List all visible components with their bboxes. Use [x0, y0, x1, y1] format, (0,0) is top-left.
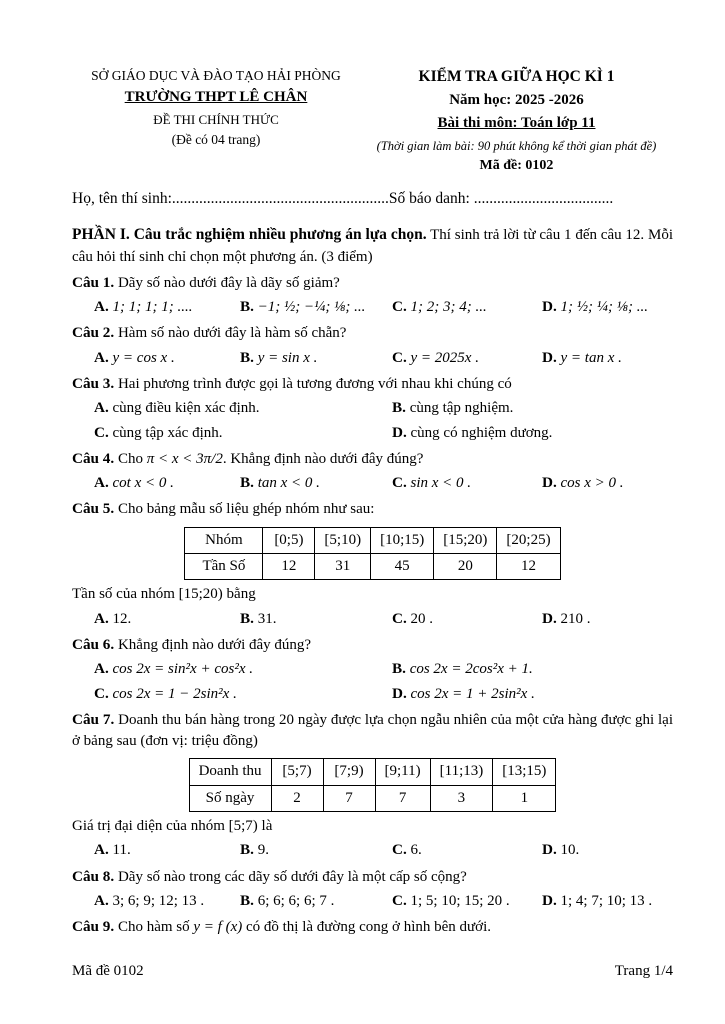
option-a: A. cùng điều kiện xác định. [94, 399, 260, 417]
option-c: C. 6. [392, 841, 422, 859]
table-row [185, 554, 560, 580]
question-8 [72, 866, 673, 913]
student-info-line: Họ, tên thí sinh:........................................................Số báo danh: .................................... [72, 190, 614, 208]
question-body: Khẳng định nào dưới đây đúng? [117, 636, 312, 653]
pages-note: (Đề có 04 trang) [171, 131, 261, 147]
question-body: Cho bảng mẫu số liệu ghép nhóm như sau: [117, 501, 375, 518]
table-cell: Số ngày [189, 785, 271, 811]
question-4 [72, 448, 673, 495]
table-cell: [9;11) [375, 759, 430, 785]
option-b: B. tan x < 0 . [240, 474, 320, 492]
table-row [189, 785, 556, 811]
part1-title: PHẦN I. Câu trắc nghiệm nhiều phương án lựa chọn. [72, 226, 427, 244]
question-label: Câu 5. [72, 500, 115, 518]
table-cell: [5;7) [271, 759, 323, 785]
table-cell: [10;15) [371, 527, 434, 553]
option-d: D. cos 2x = 1 + 2sin²x . [392, 684, 535, 702]
option-b: B. 31. [240, 609, 277, 627]
frequency-table [184, 527, 560, 581]
department-name: SỞ GIÁO DỤC VÀ ĐÀO TẠO HẢI PHÒNG [91, 68, 341, 83]
table-row [185, 527, 560, 553]
option-d: D. 210 . [542, 609, 591, 627]
question-text [72, 709, 673, 753]
question-1 [72, 272, 673, 319]
question-text [72, 322, 673, 344]
part1-heading [72, 224, 673, 268]
table-cell: 12 [263, 554, 315, 580]
option-d: D. 10. [542, 841, 580, 859]
exam-title: KIỂM TRA GIỮA HỌC KÌ 1 [418, 68, 615, 85]
option-a: A. cot x < 0 . [94, 474, 174, 492]
table-cell: [15;20) [434, 527, 497, 553]
options-row [72, 839, 673, 861]
question-text [72, 498, 673, 520]
options-row [72, 890, 673, 912]
table-cell: 2 [271, 785, 323, 811]
question-text [72, 634, 673, 656]
question-body: Dãy số nào dưới đây là dãy số giảm? [117, 274, 340, 291]
option-a: A. 11. [94, 841, 131, 859]
table-cell: 7 [323, 785, 375, 811]
page-footer [72, 961, 673, 982]
question-body: Hàm số nào dưới đây là hàm số chẵn? [117, 325, 347, 342]
option-b: B. y = sin x . [240, 348, 318, 366]
table-cell: Nhóm [185, 527, 263, 553]
question-text [72, 373, 673, 395]
exam-type: ĐỀ THI CHÍNH THỨC [153, 112, 279, 128]
question-text [72, 916, 673, 938]
table-cell: [11;13) [430, 759, 493, 785]
table-cell: [0;5) [263, 527, 315, 553]
question-body: Dãy số nào trong các dãy số dưới đây là một cấp số cộng? [117, 868, 467, 885]
option-c: C. y = 2025x . [392, 348, 479, 366]
option-a: A. cos 2x = sin²x + cos²x . [94, 660, 253, 678]
question-9 [72, 916, 673, 938]
question-body: Hai phương trình được gọi là tương đương với nhau khi chúng có [117, 376, 512, 392]
question-body: Doanh thu bán hàng trong 20 ngày được lựa chọn ngẫu nhiên của một cửa hàng được ghi lại ở bảng sau (đơn vị: triệu đồng) [72, 711, 673, 750]
question-post-text: Giá trị đại diện của nhóm [5;7) là [72, 818, 273, 835]
question-5 [72, 498, 673, 629]
header-left-block [72, 66, 360, 176]
table-cell: 1 [493, 785, 556, 811]
option-b: B. 9. [240, 841, 269, 859]
part1-description: Thí sinh trả lời từ câu 1 đến câu 12. Mỗi câu hỏi thí sinh chỉ chọn một phương án. (3 điểm) [72, 227, 673, 265]
table-cell: Tần Số [185, 554, 263, 580]
option-a: A. 12. [94, 609, 132, 627]
option-d: D. cos x > 0 . [542, 474, 624, 492]
question-7 [72, 709, 673, 862]
option-a: A. 1; 1; 1; 1; .... [94, 298, 193, 316]
table-cell: [20;25) [497, 527, 560, 553]
question-label: Câu 6. [72, 635, 115, 653]
option-c: C. cos 2x = 1 − 2sin²x . [94, 684, 237, 702]
revenue-table [189, 758, 557, 812]
options-row [72, 472, 673, 494]
option-c: C. cùng tập xác định. [94, 423, 223, 441]
question-math: y = f (x) [193, 919, 243, 936]
table-cell: [7;9) [323, 759, 375, 785]
footer-page-number: Trang 1/4 [614, 962, 673, 979]
option-d: D. 1; 4; 7; 10; 13 . [542, 891, 653, 909]
options-grid [72, 658, 673, 705]
exam-code: Mã đề: 0102 [479, 158, 554, 174]
document-header [72, 66, 673, 176]
question-label: Câu 2. [72, 324, 115, 342]
school-year: Năm học: 2025 -2026 [449, 92, 584, 108]
table-cell: 12 [497, 554, 560, 580]
question-body-pre: Cho hàm số [117, 919, 194, 936]
table-row [189, 759, 556, 785]
table-cell: [5;10) [315, 527, 371, 553]
option-c: C. 20 . [392, 609, 434, 627]
question-label: Câu 8. [72, 867, 115, 885]
question-body-post: có đồ thị là đường cong ở hình bên dưới. [242, 919, 492, 936]
option-a: A. y = cos x . [94, 348, 175, 366]
option-c: C. 1; 5; 10; 15; 20 . [392, 891, 510, 909]
option-b: B. 6; 6; 6; 6; 7 . [240, 891, 335, 909]
option-d: D. cùng có nghiệm dương. [392, 423, 553, 441]
option-c: C. 1; 2; 3; 4; ... [392, 298, 487, 316]
option-b: B. −1; ½; −¼; ⅛; ... [240, 298, 366, 316]
option-a: A. 3; 6; 9; 12; 13 . [94, 891, 205, 909]
option-b: B. cos 2x = 2cos²x + 1. [392, 660, 533, 678]
question-label: Câu 3. [72, 375, 115, 392]
question-label: Câu 9. [72, 918, 115, 936]
option-c: C. sin x < 0 . [392, 474, 472, 492]
exam-subject: Bài thi môn: Toán lớp 11 [437, 115, 596, 132]
table-cell: [13;15) [493, 759, 556, 785]
question-text [72, 272, 673, 294]
table-cell: 7 [375, 785, 430, 811]
question-text [72, 866, 673, 888]
question-label: Câu 1. [72, 273, 115, 291]
question-text [72, 448, 673, 470]
footer-exam-code: Mã đề 0102 [72, 962, 144, 979]
question-2 [72, 322, 673, 369]
option-d: D. y = tan x . [542, 348, 622, 366]
options-row [72, 296, 673, 318]
question-label: Câu 4. [72, 449, 115, 467]
exam-duration: (Thời gian làm bài: 90 phút không kể thời gian phát đề) [376, 138, 657, 153]
table-cell: Doanh thu [189, 759, 271, 785]
question-body-pre: Cho [117, 450, 147, 467]
table-cell: 31 [315, 554, 371, 580]
question-math: π < x < 3π/2 [146, 450, 223, 467]
question-6 [72, 634, 673, 705]
table-cell: 45 [371, 554, 434, 580]
option-d: D. 1; ½; ¼; ⅛; ... [542, 298, 648, 316]
question-3 [72, 373, 673, 444]
question-post-text: Tần số của nhóm [15;20) bằng [72, 586, 256, 603]
options-row [72, 347, 673, 369]
school-name: TRƯỜNG THPT LÊ CHÂN [124, 89, 308, 106]
options-grid [72, 397, 673, 444]
table-cell: 20 [434, 554, 497, 580]
header-right-block [360, 66, 673, 176]
question-body-post: . Khẳng định nào dưới đây đúng? [222, 450, 424, 467]
question-label: Câu 7. [72, 710, 115, 728]
options-row [72, 608, 673, 630]
table-cell: 3 [430, 785, 493, 811]
option-b: B. cùng tập nghiệm. [392, 399, 514, 417]
